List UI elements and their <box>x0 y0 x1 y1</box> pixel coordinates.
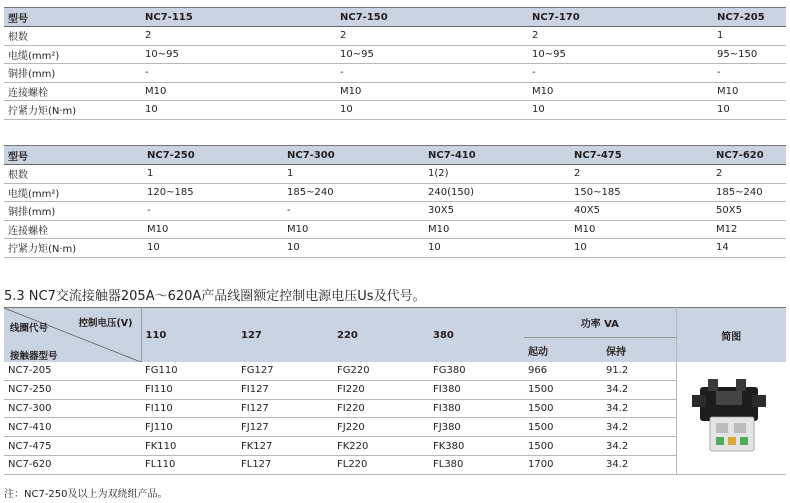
table-cell: FK220 <box>333 437 429 456</box>
row-label: 铜排(mm) <box>8 207 56 219</box>
voltage-header: 127 <box>241 329 262 341</box>
voltage-header: 110 <box>145 329 167 341</box>
header-cell: NC7-300 <box>287 149 335 161</box>
table-cell: FL127 <box>237 455 333 474</box>
row-label: 根数 <box>8 32 28 44</box>
header-cell: NC7-410 <box>428 149 476 161</box>
header-cell: 型号 <box>8 151 28 163</box>
table-cell: 30X5 <box>428 205 454 217</box>
table-cell: M10 <box>428 223 450 235</box>
table-cell: 40X5 <box>574 205 600 217</box>
table-cell: 10 <box>574 242 587 254</box>
voltage-header: 380 <box>433 329 454 341</box>
table-cell: 10 <box>428 242 441 254</box>
table-cell: 2 <box>145 30 152 42</box>
table-cell: - <box>287 205 291 217</box>
table-row <box>4 239 786 258</box>
table-cell: - <box>145 67 149 79</box>
row-label: 连接螺栓 <box>8 87 48 99</box>
header-cell: NC7-620 <box>716 149 764 161</box>
table-cell: FI380 <box>429 380 524 399</box>
header-cell: NC7-170 <box>532 11 580 23</box>
table-row <box>4 399 786 418</box>
table-cell: FI380 <box>429 399 524 418</box>
table-cell: 120~185 <box>147 186 194 198</box>
table-cell: 34.2 <box>602 380 676 399</box>
table-cell: FG110 <box>141 362 237 380</box>
table-header-row <box>4 308 786 338</box>
table-cell: 10 <box>287 242 300 254</box>
contactor-image <box>686 371 776 461</box>
table-header-row <box>4 8 786 27</box>
header-cell: 型号 <box>8 13 28 25</box>
table-cell: 10 <box>532 104 545 116</box>
terminal-spec-table-2 <box>4 145 786 258</box>
table-cell: FG380 <box>429 362 524 380</box>
table-row <box>4 202 786 221</box>
table-cell: 2 <box>716 168 723 180</box>
table-cell: M10 <box>287 223 309 235</box>
table-cell: 1500 <box>524 437 602 456</box>
header-cell: NC7-150 <box>340 11 388 23</box>
table-cell: 10 <box>145 104 158 116</box>
table-row <box>4 380 786 399</box>
table-cell: 34.2 <box>602 399 676 418</box>
power-header: 功率 VA <box>524 308 676 338</box>
model-cell: NC7-300 <box>4 399 141 418</box>
table-cell: FL110 <box>141 455 237 474</box>
table-header-row <box>4 146 786 165</box>
table-cell: FI110 <box>141 399 237 418</box>
table-cell: 1500 <box>524 380 602 399</box>
table-cell: 1500 <box>524 418 602 437</box>
header-cell: NC7-250 <box>147 149 195 161</box>
voltage-header: 220 <box>337 329 358 341</box>
model-cell: NC7-250 <box>4 380 141 399</box>
table-cell: FI220 <box>333 399 429 418</box>
table-cell: 95~150 <box>717 48 758 60</box>
table-row <box>4 101 786 120</box>
model-cell: NC7-475 <box>4 437 141 456</box>
table-cell: 10 <box>340 104 353 116</box>
table-cell: 1700 <box>524 455 602 474</box>
table-cell: M10 <box>145 85 167 97</box>
table-row <box>4 418 786 437</box>
table-cell: M10 <box>574 223 596 235</box>
table-cell: - <box>147 205 151 217</box>
control-voltage-label: 控制电压(V) <box>78 318 133 329</box>
table-cell: 2 <box>532 30 539 42</box>
table-cell: 14 <box>716 242 729 254</box>
table-cell: FI220 <box>333 380 429 399</box>
table-cell: FJ220 <box>333 418 429 437</box>
table-cell: 1500 <box>524 399 602 418</box>
row-label: 连接螺栓 <box>8 225 48 237</box>
table-cell: 34.2 <box>602 455 676 474</box>
model-cell: NC7-620 <box>4 455 141 474</box>
table-row <box>4 220 786 239</box>
contactor-model-label: 接触器型号 <box>10 351 58 362</box>
power-start-header: 起动 <box>528 346 548 358</box>
row-label: 电缆(mm²) <box>8 188 60 200</box>
table-cell: FJ110 <box>141 418 237 437</box>
table-cell: 2 <box>340 30 347 42</box>
header-cell: NC7-115 <box>145 11 193 23</box>
table-cell: FK127 <box>237 437 333 456</box>
table-cell: M10 <box>147 223 169 235</box>
table-cell: FK110 <box>141 437 237 456</box>
header-cell: NC7-205 <box>717 11 765 23</box>
table-cell: 2 <box>574 168 581 180</box>
table-cell: FG220 <box>333 362 429 380</box>
table-cell: FL380 <box>429 455 524 474</box>
footnote: 注：NC7-250及以上为双绕组产品。 <box>4 489 168 500</box>
table-cell: 1 <box>147 168 154 180</box>
table-cell: FK380 <box>429 437 524 456</box>
table-row <box>4 45 786 64</box>
table-cell: 1 <box>717 30 724 42</box>
table-cell: 10~95 <box>532 48 566 60</box>
table-cell: 34.2 <box>602 437 676 456</box>
table-cell: 966 <box>524 362 602 380</box>
table-cell: 10 <box>717 104 730 116</box>
table-cell: FL220 <box>333 455 429 474</box>
table-row <box>4 82 786 101</box>
model-cell: NC7-410 <box>4 418 141 437</box>
table-row <box>4 362 786 380</box>
table-cell: FI110 <box>141 380 237 399</box>
table-cell: M12 <box>716 223 738 235</box>
table-cell: 185~240 <box>287 186 334 198</box>
table-cell: 185~240 <box>716 186 763 198</box>
table-cell: 240(150) <box>428 186 474 198</box>
table-row <box>4 437 786 456</box>
table-cell: M10 <box>532 85 554 97</box>
power-hold-header: 保持 <box>606 346 626 358</box>
table-cell: 10~95 <box>145 48 179 60</box>
table-cell: 1 <box>287 168 294 180</box>
table-cell: - <box>340 67 344 79</box>
table-row <box>4 27 786 46</box>
row-label: 拧紧力矩(N·m) <box>8 244 77 256</box>
terminal-spec-table-1 <box>4 7 786 120</box>
coil-code-table <box>4 307 786 475</box>
table-row <box>4 64 786 83</box>
table-cell: 150~185 <box>574 186 621 198</box>
table-row <box>4 183 786 202</box>
table-cell: 10~95 <box>340 48 374 60</box>
table-cell: 1(2) <box>428 168 449 180</box>
table-cell: FG127 <box>237 362 333 380</box>
table-cell: FJ380 <box>429 418 524 437</box>
product-image-cell <box>676 362 786 474</box>
figure-header: 简图 <box>676 308 786 363</box>
header-cell: NC7-475 <box>574 149 622 161</box>
table-cell: M10 <box>717 85 739 97</box>
row-label: 铜排(mm) <box>8 69 56 81</box>
table-cell: 91.2 <box>602 362 676 380</box>
table-row <box>4 455 786 474</box>
table-cell: FI127 <box>237 380 333 399</box>
row-label: 根数 <box>8 170 28 182</box>
diagonal-header-cell <box>4 308 141 363</box>
table-row <box>4 165 786 184</box>
table-cell: FJ127 <box>237 418 333 437</box>
table-cell: - <box>717 67 721 79</box>
table-cell: FI127 <box>237 399 333 418</box>
model-cell: NC7-205 <box>4 362 141 380</box>
coil-code-label: 线圈代号 <box>10 323 49 334</box>
table-cell: 34.2 <box>602 418 676 437</box>
table-cell: M10 <box>340 85 362 97</box>
row-label: 电缆(mm²) <box>8 50 60 62</box>
table-cell: 10 <box>147 242 160 254</box>
row-label: 拧紧力矩(N·m) <box>8 106 77 118</box>
section-heading: 5.3 NC7交流接触器205A～620A产品线圈额定控制电源电压Us及代号。 <box>4 289 426 304</box>
table-cell: 50X5 <box>716 205 742 217</box>
table-cell: - <box>532 67 536 79</box>
